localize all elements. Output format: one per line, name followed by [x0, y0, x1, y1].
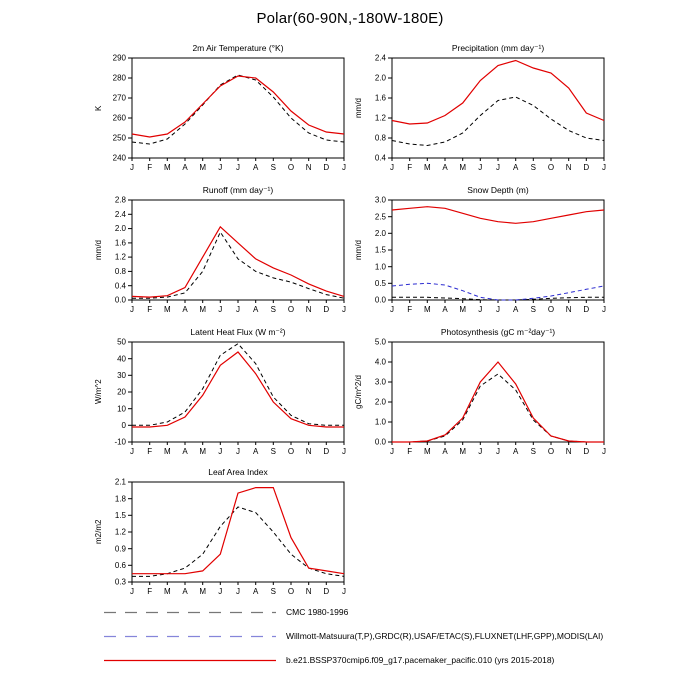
x-tick-label: M: [199, 587, 207, 596]
y-tick-label: 1.0: [374, 262, 386, 272]
x-tick-label: N: [565, 447, 572, 456]
panel-title-photosynthesis: Photosynthesis (gC m⁻²day⁻¹): [440, 327, 556, 337]
y-tick-label: 50: [117, 338, 126, 347]
x-tick-label: J: [602, 447, 606, 456]
series-obs-dashed: [392, 374, 604, 442]
x-tick-label: J: [218, 305, 223, 314]
y-tick-label: 1.0: [374, 417, 386, 427]
y-axis-unit-label: W/m^2: [94, 379, 103, 405]
figure-title: Polar(60-90N,-180W-180E): [256, 10, 444, 27]
y-tick-label: 0.0: [374, 295, 386, 305]
y-tick-label: 2.0: [374, 397, 386, 407]
legend-line-sample-model: [102, 656, 278, 665]
x-tick-label: O: [547, 163, 555, 172]
y-tick-label: 3.0: [374, 196, 386, 205]
y-tick-label: 270: [112, 93, 126, 103]
y-tick-label: 1.6: [114, 238, 126, 248]
x-tick-label: D: [323, 447, 330, 456]
x-tick-label: S: [530, 305, 536, 314]
x-tick-label: J: [342, 305, 346, 314]
y-tick-label: 30: [117, 370, 126, 380]
x-tick-label: F: [407, 447, 413, 456]
panel-leaf-area-index: [92, 466, 352, 598]
legend-item-cmc: [102, 600, 603, 624]
y-tick-label: 0: [121, 420, 126, 430]
series-model-red: [132, 227, 344, 297]
series-model-red: [392, 207, 604, 224]
x-tick-label: S: [270, 305, 276, 314]
plot-frame: [132, 58, 344, 158]
x-tick-label: O: [287, 447, 295, 456]
x-tick-label: M: [459, 447, 467, 456]
y-tick-label: 1.8: [114, 494, 126, 504]
panel-photosynthesis: [352, 326, 612, 458]
x-tick-label: J: [602, 163, 606, 172]
x-tick-label: O: [547, 447, 555, 456]
legend-label-cmc: CMC 1980-1996: [286, 607, 349, 617]
panel-title-leaf-area-index: Leaf Area Index: [208, 467, 268, 477]
panel-title-runoff: Runoff (mm day⁻¹): [202, 185, 274, 195]
y-tick-label: 1.6: [374, 93, 386, 103]
y-axis-unit-label: mm/d: [354, 240, 363, 260]
y-tick-label: 2.4: [114, 209, 126, 219]
panel-title-snow-depth: Snow Depth (m): [467, 185, 529, 195]
x-tick-label: J: [342, 447, 346, 456]
y-tick-label: 3.0: [374, 377, 386, 387]
x-tick-label: M: [199, 163, 207, 172]
y-tick-label: 2.8: [114, 196, 126, 205]
photosynthesis-plot: [352, 338, 610, 456]
x-tick-label: S: [530, 163, 536, 172]
y-tick-label: 0.9: [114, 544, 126, 554]
y-axis-unit-label: mm/d: [354, 98, 363, 118]
y-tick-label: 2.0: [114, 224, 126, 234]
y-axis-unit-label: K: [94, 105, 103, 111]
air-temperature-plot: [92, 54, 350, 172]
x-tick-label: F: [407, 305, 413, 314]
y-tick-label: 1.5: [374, 245, 386, 255]
y-tick-label: 2.5: [374, 212, 386, 222]
x-tick-label: D: [583, 163, 590, 172]
y-tick-label: 5.0: [374, 338, 386, 347]
x-tick-label: S: [270, 587, 276, 596]
x-tick-label: M: [163, 305, 171, 314]
x-tick-label: J: [496, 447, 500, 456]
legend-item-model: [102, 648, 603, 672]
series-obs-dashed: [132, 344, 344, 426]
y-axis-unit-label: m2/m2: [94, 519, 103, 545]
x-tick-label: A: [253, 447, 259, 456]
x-tick-label: F: [147, 305, 153, 314]
x-tick-label: M: [423, 447, 431, 456]
x-tick-label: J: [342, 587, 346, 596]
x-tick-label: A: [513, 447, 519, 456]
legend: [102, 600, 603, 672]
x-tick-label: M: [423, 163, 431, 172]
panel-title-precipitation: Precipitation (mm day⁻¹): [451, 43, 545, 53]
x-tick-label: F: [147, 587, 153, 596]
plot-frame: [392, 58, 604, 158]
legend-label-obs: Willmott-Matsuura(T,P),GRDC(R),USAF/ETAC(S),FLUXNET(LHF,GPP),MODIS(LAI): [286, 631, 604, 641]
legend-line-sample-obs: [102, 632, 278, 641]
x-tick-label: M: [163, 447, 171, 456]
x-tick-label: D: [583, 447, 590, 456]
x-tick-label: J: [602, 305, 606, 314]
y-tick-label: 1.2: [114, 252, 126, 262]
series-obs-dashed: [132, 507, 344, 576]
x-tick-label: F: [147, 447, 153, 456]
x-tick-label: F: [407, 163, 413, 172]
x-tick-label: J: [496, 163, 500, 172]
y-tick-label: 250: [112, 133, 126, 143]
series-obs-dashed: [132, 232, 344, 298]
x-tick-label: O: [547, 305, 555, 314]
snow-depth-plot: [352, 196, 610, 314]
y-tick-label: 1.2: [374, 113, 386, 123]
x-tick-label: J: [478, 447, 483, 456]
legend-item-obs: [102, 624, 603, 648]
x-tick-label: A: [442, 305, 448, 314]
x-tick-label: F: [147, 163, 153, 172]
x-tick-label: S: [530, 447, 536, 456]
x-tick-label: A: [442, 163, 448, 172]
x-tick-label: J: [390, 163, 394, 172]
x-tick-label: M: [423, 305, 431, 314]
panel-latent-heat-flux: [92, 326, 352, 458]
latent-heat-flux-plot: [92, 338, 350, 456]
x-tick-label: J: [236, 447, 240, 456]
y-tick-label: 0.8: [114, 267, 126, 276]
x-tick-label: J: [390, 447, 394, 456]
x-tick-label: J: [236, 163, 240, 172]
x-tick-label: A: [182, 163, 188, 172]
series-model-red: [132, 352, 344, 427]
x-tick-label: D: [583, 305, 590, 314]
y-tick-label: 0.6: [114, 560, 126, 570]
x-tick-label: N: [565, 305, 572, 314]
x-tick-label: S: [270, 447, 276, 456]
x-tick-label: A: [182, 447, 188, 456]
x-tick-label: J: [478, 305, 483, 314]
x-tick-label: N: [305, 587, 312, 596]
y-axis-unit-label: mm/d: [94, 240, 103, 260]
x-tick-label: J: [236, 587, 240, 596]
panel-snow-depth: [352, 184, 612, 316]
x-tick-label: M: [163, 587, 171, 596]
x-tick-label: O: [287, 163, 295, 172]
x-tick-label: J: [218, 587, 223, 596]
x-tick-label: M: [459, 305, 467, 314]
y-tick-label: 240: [112, 153, 126, 163]
y-tick-label: 40: [117, 354, 126, 364]
y-tick-label: 1.5: [114, 510, 126, 520]
x-tick-label: N: [305, 447, 312, 456]
x-tick-label: J: [236, 305, 240, 314]
x-tick-label: N: [305, 305, 312, 314]
y-tick-label: 2.0: [374, 228, 386, 238]
x-tick-label: J: [496, 305, 500, 314]
plot-frame: [132, 342, 344, 442]
x-tick-label: J: [390, 305, 394, 314]
x-tick-label: J: [130, 305, 134, 314]
plot-frame: [132, 482, 344, 582]
x-tick-label: J: [342, 163, 346, 172]
x-tick-label: J: [130, 163, 134, 172]
x-tick-label: N: [305, 163, 312, 172]
x-tick-label: D: [323, 305, 330, 314]
x-tick-label: M: [199, 447, 207, 456]
y-tick-label: 2.0: [374, 73, 386, 83]
legend-line-sample-cmc: [102, 608, 278, 617]
x-tick-label: M: [459, 163, 467, 172]
leaf-area-index-plot: [92, 478, 350, 596]
y-tick-label: 0.4: [374, 153, 386, 163]
x-tick-label: J: [478, 163, 483, 172]
x-tick-label: N: [565, 163, 572, 172]
x-tick-label: J: [218, 163, 223, 172]
y-tick-label: 0.0: [114, 295, 126, 305]
series-model-red: [392, 362, 604, 442]
x-tick-label: A: [513, 305, 519, 314]
y-tick-label: 290: [112, 54, 126, 63]
x-tick-label: D: [323, 587, 330, 596]
panel-runoff: [92, 184, 352, 316]
legend-label-model: b.e21.BSSP370cmip6.f09_g17.pacemaker_pacific.010 (yrs 2015-2018): [286, 655, 555, 665]
plot-frame: [392, 342, 604, 442]
y-axis-unit-label: gC/m^2/d: [354, 375, 363, 409]
x-tick-label: J: [130, 447, 134, 456]
series-model-red: [132, 76, 344, 137]
y-tick-label: 4.0: [374, 357, 386, 367]
y-tick-label: 2.4: [374, 54, 386, 63]
y-tick-label: 2.1: [114, 478, 126, 487]
x-tick-label: M: [163, 163, 171, 172]
y-tick-label: 280: [112, 73, 126, 83]
y-tick-label: 10: [117, 404, 126, 414]
x-tick-label: A: [253, 587, 259, 596]
y-tick-label: 20: [117, 387, 126, 397]
x-tick-label: O: [287, 305, 295, 314]
x-tick-label: A: [442, 447, 448, 456]
series-model-red: [132, 488, 344, 574]
panel-title-air-temperature: 2m Air Temperature (°K): [192, 43, 284, 53]
series-obs-dashed: [392, 97, 604, 146]
runoff-plot: [92, 196, 350, 314]
plot-frame: [392, 200, 604, 300]
series-model-red: [392, 61, 604, 125]
panel-air-temperature: [92, 42, 352, 174]
x-tick-label: A: [513, 163, 519, 172]
y-tick-label: 0.4: [114, 281, 126, 291]
y-tick-label: 0.8: [374, 133, 386, 143]
panel-title-latent-heat-flux: Latent Heat Flux (W m⁻²): [190, 327, 286, 337]
y-tick-label: 260: [112, 113, 126, 123]
y-tick-label: 0.5: [374, 278, 386, 288]
x-tick-label: S: [270, 163, 276, 172]
x-tick-label: D: [323, 163, 330, 172]
x-tick-label: A: [253, 163, 259, 172]
precipitation-plot: [352, 54, 610, 172]
x-tick-label: O: [287, 587, 295, 596]
x-tick-label: J: [130, 587, 134, 596]
y-tick-label: 0.3: [114, 577, 126, 587]
series-obs-dashed: [132, 75, 344, 144]
y-tick-label: 1.2: [114, 527, 126, 537]
x-tick-label: M: [199, 305, 207, 314]
x-tick-label: A: [182, 305, 188, 314]
x-tick-label: J: [218, 447, 223, 456]
y-tick-label: 0.0: [374, 437, 386, 447]
panel-precipitation: [352, 42, 612, 174]
y-tick-label: -10: [114, 437, 126, 447]
x-tick-label: A: [253, 305, 259, 314]
x-tick-label: A: [182, 587, 188, 596]
